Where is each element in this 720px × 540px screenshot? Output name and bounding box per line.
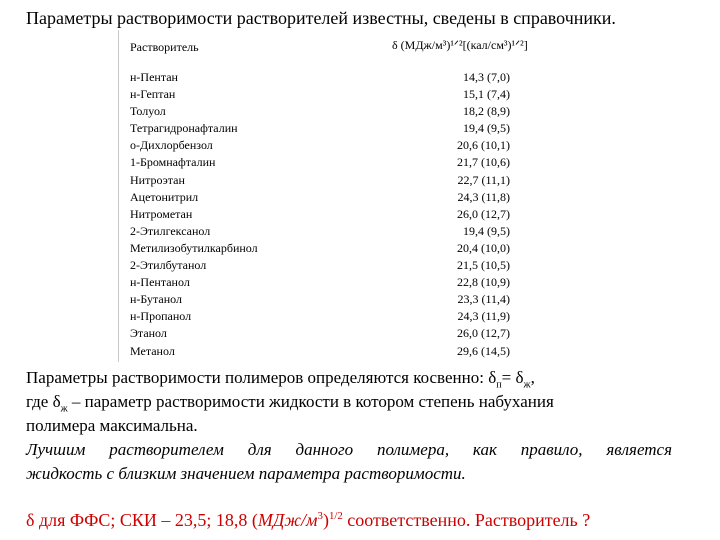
table-row	[130, 172, 510, 189]
table-row	[130, 103, 510, 120]
table-row	[130, 223, 510, 240]
solvent-name: Толуол	[130, 104, 166, 119]
solubility-value: 18,2 (8,9)	[463, 104, 510, 119]
table-header-solvent: Растворитель	[130, 40, 199, 54]
solvent-name: Метилизобутилкарбинол	[130, 240, 258, 255]
solubility-value: 24,3 (11,9)	[457, 309, 510, 324]
p1-sub-p: п	[496, 379, 502, 391]
p1-line2-sub: ж	[60, 403, 68, 415]
solvent-name: Ацетонитрил	[130, 189, 199, 204]
page-title: Параметры растворимости растворителей известны, сведены в справочники.	[26, 8, 616, 28]
solubility-value: 21,5 (10,5)	[457, 258, 510, 273]
solubility-value: 23,3 (11,4)	[457, 292, 510, 307]
p1-line2-rest: – параметр растворимости жидкости в котором степень набухания	[67, 392, 554, 411]
solvent-name: Нитроэтан	[130, 172, 185, 187]
table-row	[130, 137, 510, 154]
paragraph-best-solvent	[26, 438, 672, 486]
p1-eq: = δ	[501, 368, 524, 387]
solvent-name: Нитрометан	[130, 206, 193, 221]
solubility-value: 20,6 (10,1)	[457, 138, 510, 153]
solvent-name: о-Дихлорбензол	[130, 138, 213, 153]
solvent-name: н-Гептан	[130, 87, 176, 102]
solubility-value: 24,3 (11,8)	[457, 189, 510, 204]
table-row	[130, 206, 510, 223]
p3-power: 1/2	[328, 510, 343, 522]
solubility-value: 26,0 (12,7)	[457, 206, 510, 221]
table-row	[130, 86, 510, 103]
p3-text-before: δ для ФФС; СКИ – 23,5; 18,8 (	[26, 510, 258, 530]
solubility-value: 22,7 (11,1)	[457, 172, 510, 187]
solvent-name: 1-Бромнафталин	[130, 155, 216, 170]
solvent-name: 2-Этилгексанол	[130, 223, 211, 238]
solvent-name: 2-Этилбутанол	[130, 258, 207, 273]
p3-text-after: соответственно. Растворитель ?	[342, 510, 591, 530]
table-row	[130, 325, 510, 342]
table-row	[130, 69, 510, 86]
solvent-name: н-Пентан	[130, 70, 178, 84]
p3-unit-sup: 3	[317, 510, 323, 522]
p1-line3: полимера максимальна.	[26, 416, 198, 435]
p3-unit: МДж/м	[257, 510, 318, 530]
p1-line1: Параметры растворимости полимеров определяются косвенно: δ	[26, 368, 497, 387]
p1-line1-end: ,	[530, 368, 535, 387]
table-header-delta: δ (МДж/м³)¹ᐟ²[(кал/см³)¹ᐟ²]	[392, 38, 528, 52]
table-row	[130, 274, 510, 291]
p2-line1: Лучшим растворителем для данного полимера, как правило, является	[26, 440, 672, 459]
table-row	[130, 189, 510, 206]
paragraph-polymer-params	[26, 366, 686, 438]
solubility-value: 14,3 (7,0)	[463, 70, 510, 84]
table-row	[130, 154, 510, 171]
solvent-name: Тетрагидронафталин	[130, 121, 238, 136]
solvent-name: н-Пентанол	[130, 275, 190, 290]
solubility-value: 19,4 (9,5)	[463, 223, 510, 238]
p1-line2-start: где δ	[26, 392, 61, 411]
table-rows	[130, 69, 510, 360]
solubility-value: 15,1 (7,4)	[463, 87, 510, 102]
table-row	[130, 291, 510, 308]
solvent-name: Этанол	[130, 326, 167, 341]
table-row	[130, 240, 510, 257]
solubility-value: 21,7 (10,6)	[457, 155, 510, 170]
table-row	[130, 343, 510, 360]
table-row	[130, 308, 510, 325]
p2-line2: жидкость с близким значением параметра растворимости.	[26, 464, 466, 483]
solubility-value: 29,6 (14,5)	[457, 343, 510, 358]
paragraph-question	[26, 508, 716, 532]
p3-close: )	[322, 510, 329, 530]
solvent-name: Метанол	[130, 343, 175, 358]
solubility-value: 22,8 (10,9)	[457, 275, 510, 290]
solvent-name: н-Пропанол	[130, 309, 192, 324]
solubility-value: 19,4 (9,5)	[463, 121, 510, 136]
table-row	[130, 120, 510, 137]
solubility-value: 26,0 (12,7)	[457, 326, 510, 341]
p1-sub-zh: ж	[523, 379, 531, 391]
solubility-value: 20,4 (10,0)	[457, 240, 510, 255]
table-row	[130, 257, 510, 274]
solvent-name: н-Бутанол	[130, 292, 182, 307]
